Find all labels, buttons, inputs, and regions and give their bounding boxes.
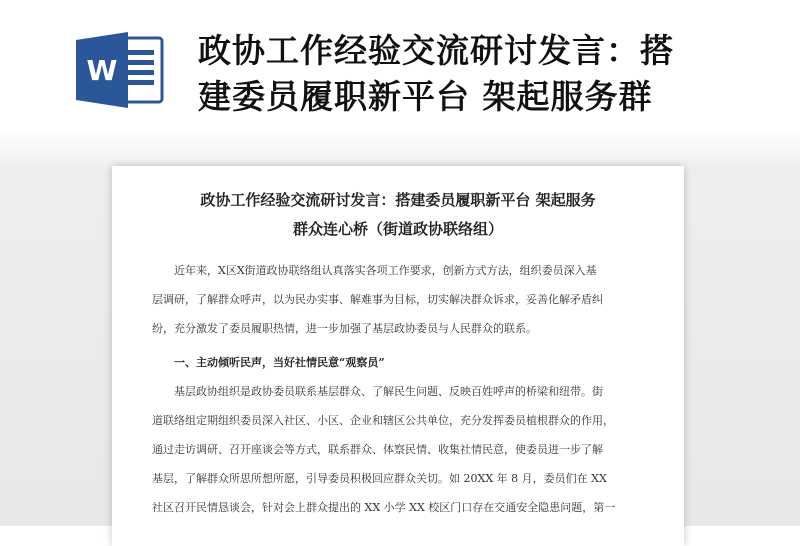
text-line: 基层，了解群众所思所想所愿，引导委员积极回应群众关切。如 20XX 年 8 月，委员们在 XX xyxy=(152,472,607,485)
text-line: 基层政协组织是政协委员联系基层群众、了解民生问题、反映百姓呼声的桥梁和纽带。街 xyxy=(174,385,603,398)
text-line: 层调研，了解群众呼声，以为民办实事、解难事为目标，切实解决群众诉求，妥善化解矛盾纠 xyxy=(152,293,603,306)
title-line: 政协工作经验交流研讨发言：搭 xyxy=(198,31,674,70)
text-line: 社区召开民情恳谈会，针对会上群众提出的 XX 小学 XX 校区门口存在交通安全隐患问题，第一 xyxy=(152,501,616,514)
svg-text:W: W xyxy=(86,54,118,87)
document-title-line: 政协工作经验交流研讨发言：搭建委员履职新平台 架起服务 xyxy=(200,191,596,209)
text-line: 纷，充分激发了委员履职热情，进一步加强了基层政协委员与人民群众的联系。 xyxy=(152,322,537,335)
word-document-icon xyxy=(76,32,164,108)
text-line: 近年来，X区X街道政协联络组认真落实各项工作要求，创新方式方法，组织委员深入基 xyxy=(174,264,597,277)
document-title-line: 群众连心桥（街道政协联络组） xyxy=(292,220,503,238)
intro-paragraph xyxy=(152,256,650,343)
page-title xyxy=(198,28,788,120)
section-paragraph xyxy=(152,377,650,522)
section-heading-text: 一、主动倾听民声，当好社情民意“观察员” xyxy=(174,356,385,369)
document-title xyxy=(112,186,684,244)
title-line: 建委员履职新平台 架起服务群 xyxy=(198,77,653,116)
preview-header xyxy=(0,0,800,140)
document-page xyxy=(112,166,684,546)
text-line: 道联络组定期组织委员深入社区、小区、企业和辖区公共单位，充分发挥委员植根群众的作用， xyxy=(152,414,614,427)
section-heading xyxy=(152,348,650,377)
text-line: 通过走访调研、召开座谈会等方式，联系群众、体察民情、收集社情民意，使委员进一步了解 xyxy=(152,443,603,456)
